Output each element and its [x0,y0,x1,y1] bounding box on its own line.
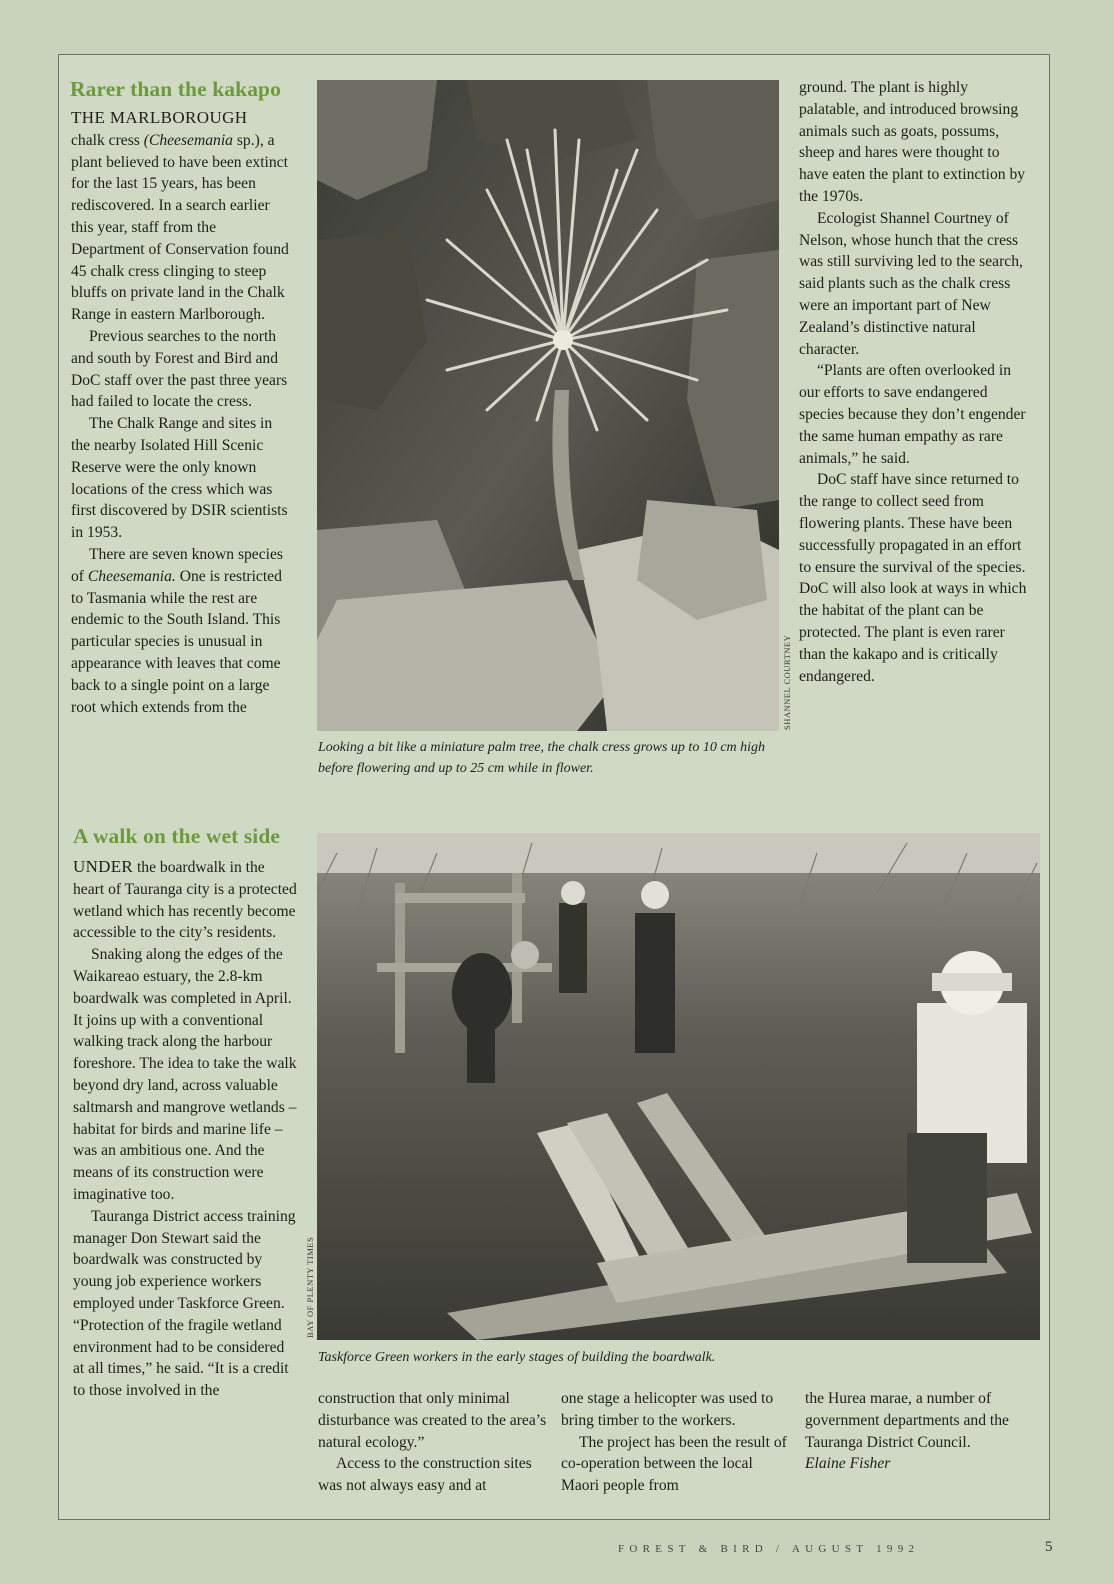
article2-col2-paragraph-1: construction that only minimal disturbance was created to the area’s natural ecology.” [318,1390,547,1451]
article1-lead-rest-1: chalk cress [71,131,144,149]
article1-paragraph-4 [71,544,293,718]
article2-paragraph-1 [73,856,297,944]
article1-headline: Rarer than the kakapo [70,77,281,101]
article2-lead-caps: UNDER [73,857,134,876]
article1-col3-paragraph-1: ground. The plant is highly palatable, and introduced browsing animals such as goats, possums, sheep and hares were thought to have eaten the plant to extinction by the 1970s. [799,79,1026,205]
boardwalk-workers-photo [317,833,1040,1340]
article2-paragraph-2: Snaking along the edges of the Waikareao estuary, the 2.8-km boardwalk was completed in April. It joins up with a conventional walking track along the harbour foreshore. The idea to take the walk beyond dry land, across valuable saltmarsh and mangrove wetlands – habitat for birds and marine life – was an ambitious one. And the means of its construction were imaginative too. [73,946,297,1203]
article2-col4-paragraph-1: the Hurea marae, a number of government departments and the Tauranga District Council. [805,1390,1009,1451]
article1-column-1 [71,107,293,718]
article1-photo-credit: SHANNEL COURTNEY [782,634,792,730]
article1-paragraph-3: The Chalk Range and sites in the nearby Isolated Hill Scenic Reserve were the only known locations of the cress which was first discovered by DSIR scientists in 1953. [71,415,288,542]
article1-p4-b: One is restricted to Tasmania while the rest are endemic to the South Island. This particular species is unusual in appearance with leaves that come back to a single point on a large root which extends from the [71,567,282,716]
article2-column-3 [561,1388,793,1497]
article1-lead-paragraph [71,107,293,326]
article1-lead-italic: (Cheesemania [143,131,233,149]
article1-column-3 [799,77,1031,687]
article2-col3-paragraph-2: The project has been the result of co-operation between the local Maori people from [561,1433,787,1495]
article1-photo-caption: Looking a bit like a miniature palm tree, the chalk cress grows up to 10 cm high before flowering and up to 25 cm while in flower. [318,740,766,776]
publication-footer: FOREST & BIRD / AUGUST 1992 [618,1543,920,1555]
chalk-cress-photo [317,80,779,731]
article1-lead-rest-2: sp.), [232,131,264,149]
article2-p1-rest: the boardwalk in the heart of Tauranga city is a protected wetland which has recently become accessible to the city’s residents. [73,859,297,942]
article2-column-4 [805,1388,1035,1475]
article2-byline: Elaine Fisher [805,1455,891,1473]
page-number: 5 [1045,1539,1053,1555]
article2-col2-paragraph-2: Access to the construction sites was not always easy and at [318,1455,532,1495]
article1-lead-caps: THE MARLBOROUGH [71,108,248,127]
article1-paragraph-2: Previous searches to the north and south by Forest and Bird and DoC staff over the past three years had failed to locate the cress. [71,327,288,411]
article1-p4-italic: Cheesemania. [87,567,176,585]
article2-photo-credit: BAY OF PLENTY TIMES [305,1236,315,1338]
article1-col3-paragraph-4: DoC staff have since returned to the range to collect seed from flowering plants. These have been successfully propagated in an effort to ensure the survival of the species. DoC will also look at ways in which the habitat of the plant can be protected. The plant is even rarer than the kakapo and is critically endangered. [799,471,1027,685]
article1-col3-paragraph-2: Ecologist Shannel Courtney of Nelson, whose hunch that the cress was still surviving led to the search, said plants such as the chalk cress were an important part of New Zealand’s distinctive natural character. [799,209,1023,358]
article2-col3-paragraph-1: one stage a helicopter was used to bring timber to the workers. [561,1390,774,1429]
article2-photo-caption: Taskforce Green workers in the early stages of building the boardwalk. [318,1350,716,1365]
article1-p4-a: There are seven known species of [71,545,283,585]
article2-headline: A walk on the wet side [73,824,281,848]
article2-column-2 [318,1388,550,1497]
article2-paragraph-3: Tauranga District access training manager Don Stewart said the boardwalk was constructed by young job experience workers employed under Taskforce Green. “Protection of the fragile wetland environment had to be considered at all times,” he said. “It is a credit to those involved in the [73,1207,296,1400]
article1-p1-body: a plant believed to have been extinct for the last 15 years, has been rediscovered. In a search earlier this year, staff from the Department of Conservation found 45 chalk cress clinging to steep bluffs on private land in the Chalk Range in eastern Marlborough. [71,131,289,324]
article2-column-1 [73,856,297,1402]
article1-col3-paragraph-3: “Plants are often overlooked in our efforts to save endangered species because they don’t engender the same human empathy as rare animals,” he said. [799,362,1026,467]
